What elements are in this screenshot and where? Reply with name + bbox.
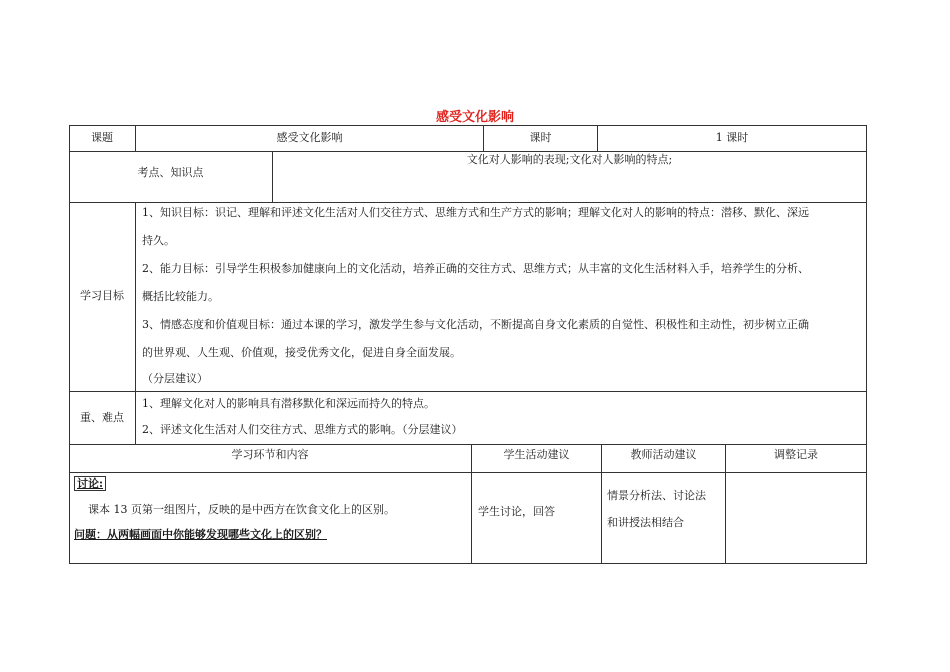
row-divider-5 — [69, 472, 867, 473]
objective-knowledge: 1、知识目标：识记、理解和评述文化生活对人们交往方式、思维方式和生产方式的影响；理解文化对人的影响的特点：潜移、默化、深远 — [142, 206, 809, 219]
discussion-heading: 讨论: — [74, 476, 106, 491]
objective-knowledge-cont: 持久。 — [142, 234, 175, 247]
key-points-value: 文化对人影响的表现;文化对人影响的特点; — [466, 153, 673, 166]
discussion-text: 课本 13 页第一组图片，反映的是中西方在饮食文化上的区别。 — [88, 503, 395, 516]
table-border-left — [69, 125, 70, 564]
objective-attitude-cont: 的世界观、人生观、价值观，接受优秀文化，促进自身全面发展。 — [142, 346, 461, 359]
header-teacher: 教师活动建议 — [630, 448, 697, 461]
col-divider — [135, 202, 136, 444]
header-student: 学生活动建议 — [503, 448, 570, 461]
objective-ability: 2、能力目标：引导学生积极参加健康向上的文化活动，培养正确的交往方式、思维方式；从丰富的文化生活材料入手，培养学生的分析、 — [142, 262, 809, 275]
topic-value: 感受文化影响 — [276, 131, 343, 144]
discussion-question: 问题：从两幅画面中你能够发现哪些文化上的区别？ — [74, 528, 327, 541]
key-point-1: 1、理解文化对人的影响具有潜移默化和深远而持久的特点。 — [142, 397, 435, 410]
objective-attitude: 3、情感态度和价值观目标：通过本课的学习，激发学生参与文化活动，不断提高自身文化素质的自觉性、积极性和主动性，初步树立正确 — [142, 318, 809, 331]
teacher-activity-2: 和讲授法相结合 — [607, 516, 684, 529]
period-value: 1 课时 — [715, 131, 749, 144]
objective-note: （分层建议） — [142, 372, 208, 385]
table-border-right — [866, 125, 867, 564]
label-key-difficult: 重、难点 — [80, 411, 124, 424]
label-objectives: 学习目标 — [80, 289, 124, 302]
label-key-points: 考点、知识点 — [137, 166, 204, 179]
row-divider-3 — [69, 391, 867, 392]
label-period: 课时 — [529, 131, 552, 144]
student-activity: 学生讨论，回答 — [478, 505, 555, 518]
page-title: 感受文化影响 — [435, 110, 514, 125]
row-divider-4 — [69, 444, 867, 445]
key-point-2: 2、评述文化生活对人们交往方式、思维方式的影响。（分层建议） — [142, 423, 463, 436]
table-border-top — [69, 125, 867, 126]
label-topic: 课题 — [91, 131, 113, 144]
header-adjust: 调整记录 — [774, 448, 818, 461]
objective-ability-cont: 概括比较能力。 — [142, 290, 219, 303]
teacher-activity-1: 情景分析法、讨论法 — [607, 489, 706, 502]
row-divider-1 — [69, 151, 867, 152]
table-border-bottom — [69, 563, 867, 564]
row-divider-2 — [69, 202, 867, 203]
header-content: 学习环节和内容 — [231, 448, 309, 461]
